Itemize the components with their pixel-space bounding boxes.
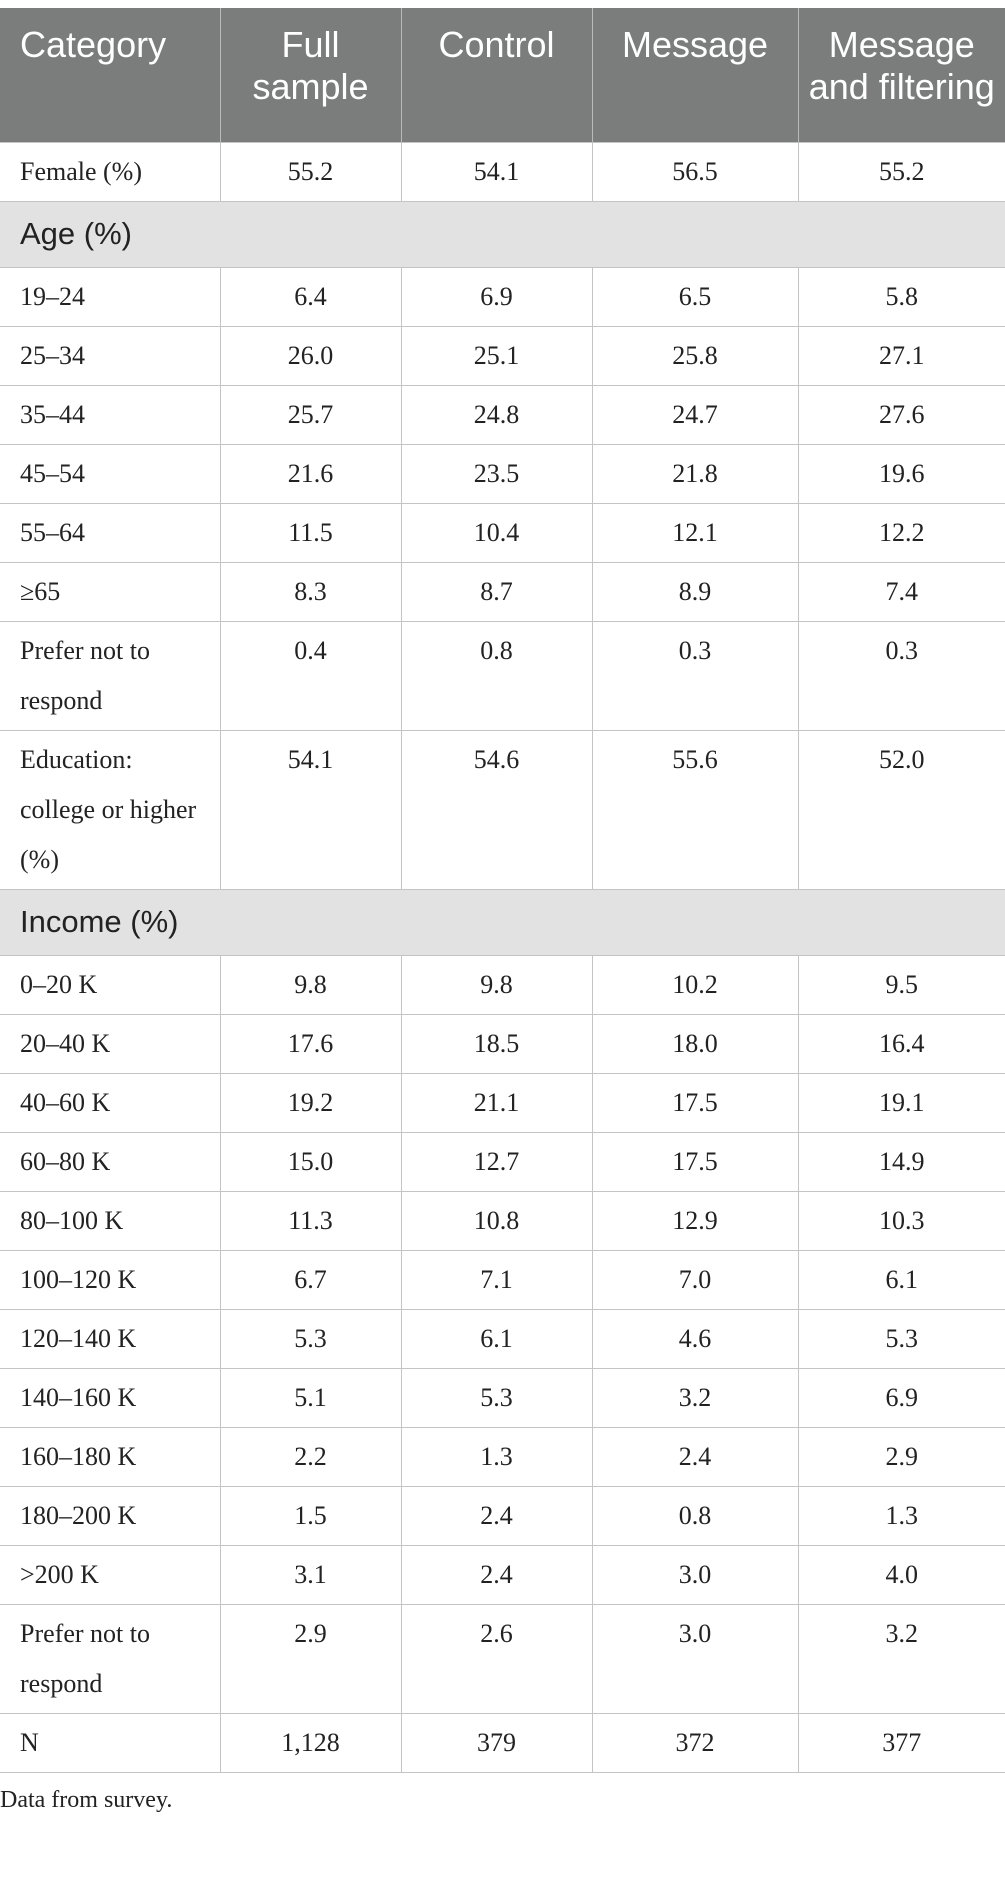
table-cell: 8.9	[592, 562, 798, 621]
table-body	[0, 142, 1005, 1772]
header-message: Message	[592, 8, 798, 142]
table-cell: 4.6	[592, 1309, 798, 1368]
table-cell: 3.1	[220, 1545, 401, 1604]
table-cell: 0.8	[592, 1486, 798, 1545]
table-cell: 54.1	[401, 142, 592, 201]
row-label: 25–34	[0, 326, 220, 385]
table-cell: 6.9	[798, 1368, 1005, 1427]
section-label: Income (%)	[0, 889, 1005, 955]
table-cell: 54.1	[220, 730, 401, 889]
row-label: >200 K	[0, 1545, 220, 1604]
row-label: 19–24	[0, 267, 220, 326]
table-cell: 2.9	[798, 1427, 1005, 1486]
table-row	[0, 444, 1005, 503]
row-label: 80–100 K	[0, 1191, 220, 1250]
table-cell: 5.1	[220, 1368, 401, 1427]
header-row	[0, 8, 1005, 142]
table-cell: 21.8	[592, 444, 798, 503]
table-cell: 7.0	[592, 1250, 798, 1309]
table-cell: 24.8	[401, 385, 592, 444]
section-label: Age (%)	[0, 201, 1005, 267]
table-header	[0, 8, 1005, 142]
table-cell: 10.2	[592, 955, 798, 1014]
table-cell: 1.3	[401, 1427, 592, 1486]
table-cell: 4.0	[798, 1545, 1005, 1604]
table-row	[0, 562, 1005, 621]
table-cell: 1.3	[798, 1486, 1005, 1545]
table-cell: 21.1	[401, 1073, 592, 1132]
table-cell: 7.4	[798, 562, 1005, 621]
table-cell: 10.4	[401, 503, 592, 562]
table-cell: 10.3	[798, 1191, 1005, 1250]
table-row	[0, 1191, 1005, 1250]
table-cell: 25.7	[220, 385, 401, 444]
row-label: 55–64	[0, 503, 220, 562]
row-label: 0–20 K	[0, 955, 220, 1014]
table-cell: 7.1	[401, 1250, 592, 1309]
table-cell: 3.0	[592, 1545, 798, 1604]
table-cell: 9.8	[220, 955, 401, 1014]
header-category: Category	[0, 8, 220, 142]
table-cell: 8.7	[401, 562, 592, 621]
header-message-and-filtering: Message and filtering	[798, 8, 1005, 142]
table-row	[0, 1713, 1005, 1772]
table-cell: 11.5	[220, 503, 401, 562]
table-row	[0, 1073, 1005, 1132]
table-row	[0, 326, 1005, 385]
table-row	[0, 385, 1005, 444]
table-cell: 1,128	[220, 1713, 401, 1772]
table-cell: 12.7	[401, 1132, 592, 1191]
table-cell: 379	[401, 1713, 592, 1772]
row-label: N	[0, 1713, 220, 1772]
table-cell: 3.2	[592, 1368, 798, 1427]
table-row	[0, 621, 1005, 730]
table-cell: 2.4	[401, 1545, 592, 1604]
table-cell: 55.2	[220, 142, 401, 201]
section-row	[0, 201, 1005, 267]
row-label: 45–54	[0, 444, 220, 503]
table-cell: 10.8	[401, 1191, 592, 1250]
table-row	[0, 1309, 1005, 1368]
table-cell: 5.8	[798, 267, 1005, 326]
table-row	[0, 955, 1005, 1014]
table-cell: 23.5	[401, 444, 592, 503]
table-cell: 5.3	[220, 1309, 401, 1368]
table-cell: 27.1	[798, 326, 1005, 385]
table-cell: 1.5	[220, 1486, 401, 1545]
table-cell: 15.0	[220, 1132, 401, 1191]
table-cell: 17.6	[220, 1014, 401, 1073]
row-label: Prefer not to respond	[0, 1604, 220, 1713]
table-row	[0, 1368, 1005, 1427]
table-cell: 27.6	[798, 385, 1005, 444]
row-label: ≥65	[0, 562, 220, 621]
row-label: Female (%)	[0, 142, 220, 201]
row-label: Education: college or higher (%)	[0, 730, 220, 889]
table-cell: 18.5	[401, 1014, 592, 1073]
row-label: 180–200 K	[0, 1486, 220, 1545]
table-cell: 18.0	[592, 1014, 798, 1073]
table-cell: 55.6	[592, 730, 798, 889]
table-cell: 3.0	[592, 1604, 798, 1713]
table-cell: 19.2	[220, 1073, 401, 1132]
table-cell: 55.2	[798, 142, 1005, 201]
table-cell: 8.3	[220, 562, 401, 621]
table-row	[0, 1486, 1005, 1545]
row-label: 40–60 K	[0, 1073, 220, 1132]
table-cell: 14.9	[798, 1132, 1005, 1191]
table-cell: 0.3	[798, 621, 1005, 730]
table-cell: 6.7	[220, 1250, 401, 1309]
table-row	[0, 503, 1005, 562]
table-cell: 12.2	[798, 503, 1005, 562]
table-cell: 0.8	[401, 621, 592, 730]
table-cell: 25.1	[401, 326, 592, 385]
table-cell: 2.4	[401, 1486, 592, 1545]
table-cell: 5.3	[798, 1309, 1005, 1368]
row-label: 160–180 K	[0, 1427, 220, 1486]
table-cell: 19.1	[798, 1073, 1005, 1132]
table-cell: 372	[592, 1713, 798, 1772]
table-cell: 56.5	[592, 142, 798, 201]
table-cell: 5.3	[401, 1368, 592, 1427]
table-cell: 2.4	[592, 1427, 798, 1486]
table-row	[0, 1250, 1005, 1309]
table-cell: 26.0	[220, 326, 401, 385]
table-row	[0, 1604, 1005, 1713]
table-cell: 16.4	[798, 1014, 1005, 1073]
table-row	[0, 267, 1005, 326]
table-cell: 25.8	[592, 326, 798, 385]
table-row	[0, 1132, 1005, 1191]
table-cell: 2.2	[220, 1427, 401, 1486]
table-row	[0, 1545, 1005, 1604]
row-label: 60–80 K	[0, 1132, 220, 1191]
table-cell: 12.1	[592, 503, 798, 562]
table-footnote: Data from survey.	[0, 1786, 173, 1813]
table-cell: 377	[798, 1713, 1005, 1772]
table-wrapper	[0, 8, 1005, 1814]
table-cell: 6.9	[401, 267, 592, 326]
header-full-sample: Full sample	[220, 8, 401, 142]
demographics-table	[0, 8, 1005, 1773]
table-cell: 2.9	[220, 1604, 401, 1713]
table-cell: 11.3	[220, 1191, 401, 1250]
table-row	[0, 730, 1005, 889]
table-row	[0, 142, 1005, 201]
table-cell: 9.8	[401, 955, 592, 1014]
table-cell: 6.4	[220, 267, 401, 326]
table-cell: 2.6	[401, 1604, 592, 1713]
table-cell: 0.4	[220, 621, 401, 730]
table-cell: 9.5	[798, 955, 1005, 1014]
table-cell: 19.6	[798, 444, 1005, 503]
table-row	[0, 1014, 1005, 1073]
row-label: 35–44	[0, 385, 220, 444]
table-cell: 17.5	[592, 1073, 798, 1132]
row-label: 20–40 K	[0, 1014, 220, 1073]
row-label: 100–120 K	[0, 1250, 220, 1309]
table-cell: 24.7	[592, 385, 798, 444]
section-row	[0, 889, 1005, 955]
row-label: 120–140 K	[0, 1309, 220, 1368]
table-row	[0, 1427, 1005, 1486]
table-cell: 54.6	[401, 730, 592, 889]
header-control: Control	[401, 8, 592, 142]
table-cell: 0.3	[592, 621, 798, 730]
table-cell: 3.2	[798, 1604, 1005, 1713]
table-cell: 6.1	[401, 1309, 592, 1368]
table-cell: 17.5	[592, 1132, 798, 1191]
table-cell: 12.9	[592, 1191, 798, 1250]
row-label: 140–160 K	[0, 1368, 220, 1427]
table-cell: 21.6	[220, 444, 401, 503]
table-cell: 52.0	[798, 730, 1005, 889]
table-cell: 6.5	[592, 267, 798, 326]
row-label: Prefer not to respond	[0, 621, 220, 730]
table-cell: 6.1	[798, 1250, 1005, 1309]
